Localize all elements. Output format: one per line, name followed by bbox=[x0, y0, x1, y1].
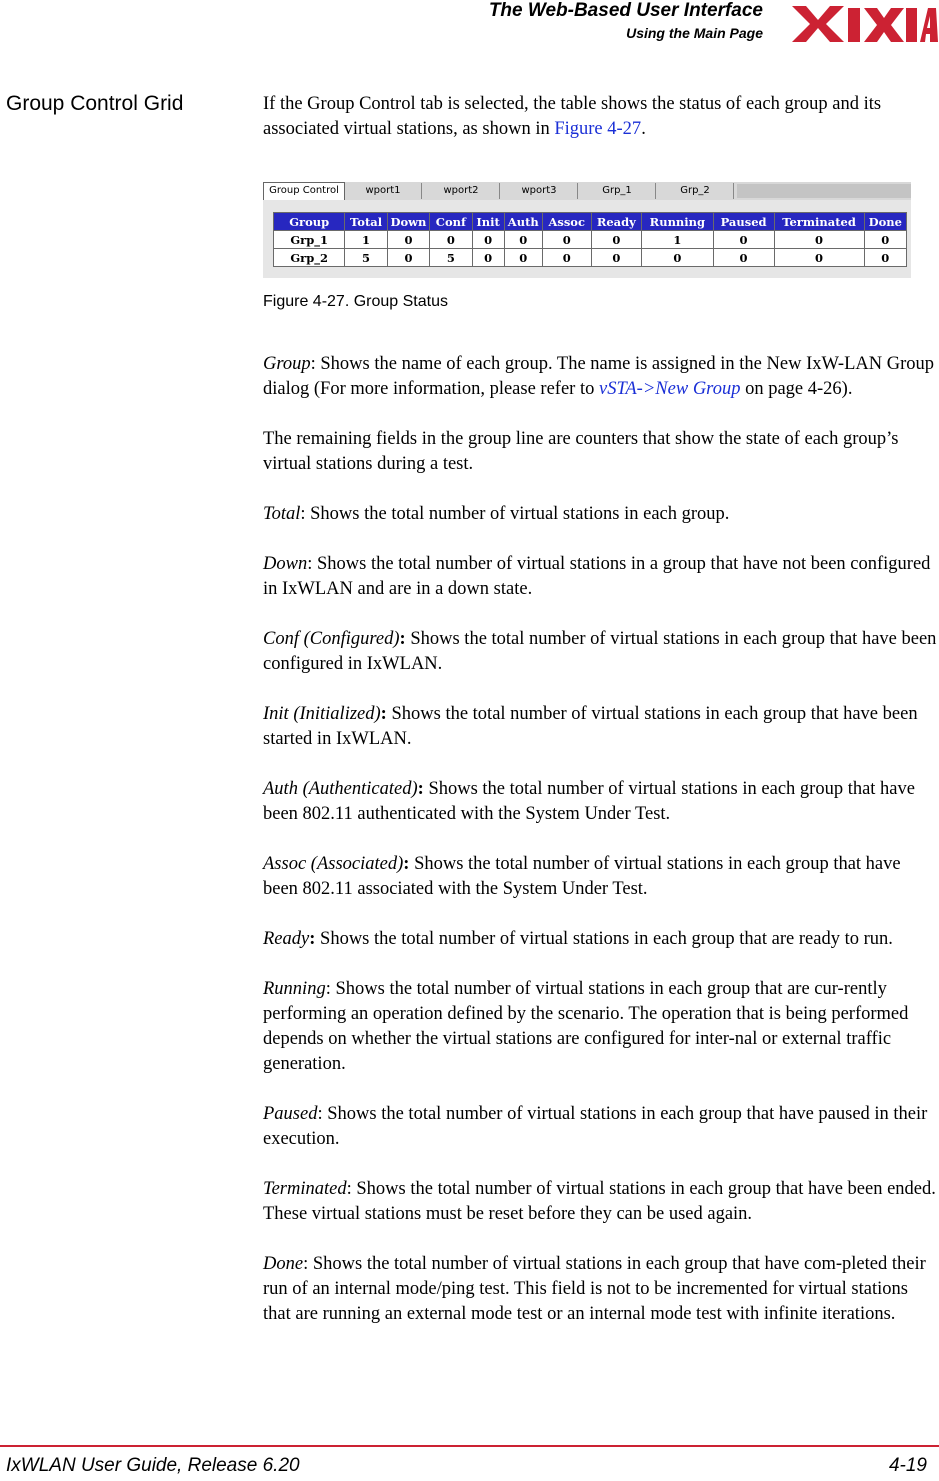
grid-cell: 1 bbox=[642, 231, 713, 249]
col-conf[interactable]: Conf bbox=[430, 213, 472, 231]
term-terminated: Terminated bbox=[263, 1179, 347, 1199]
grid-cell: 0 bbox=[472, 249, 504, 267]
grid-cell: 0 bbox=[430, 231, 472, 249]
col-down[interactable]: Down bbox=[387, 213, 429, 231]
col-assoc[interactable]: Assoc bbox=[542, 213, 591, 231]
def-total-text: : Shows the total number of virtual stations in each group. bbox=[300, 504, 730, 524]
tab-bar-empty-area bbox=[737, 184, 911, 198]
col-running[interactable]: Running bbox=[642, 213, 713, 231]
def-down bbox=[263, 552, 939, 602]
figure-link[interactable]: Figure 4-27 bbox=[554, 119, 642, 139]
grid-cell: 0 bbox=[713, 231, 774, 249]
grid-cell: 0 bbox=[774, 249, 864, 267]
tab-grp-2[interactable]: Grp_2 bbox=[657, 183, 734, 199]
ixia-logo bbox=[786, 2, 938, 46]
col-total[interactable]: Total bbox=[345, 213, 387, 231]
grid-cell: 0 bbox=[387, 249, 429, 267]
logo-x-2 bbox=[864, 8, 904, 42]
col-done[interactable]: Done bbox=[864, 213, 906, 231]
colon-auth: : bbox=[417, 779, 424, 799]
intro-end: . bbox=[641, 119, 646, 139]
def-group-text: : Shows the name of each group. The name is assigned in the New IxW-LAN Group dialog (For more information, please refer to bbox=[263, 354, 934, 399]
def-ready-text: Shows the total number of virtual stations in each group that are ready to run. bbox=[315, 929, 893, 949]
colon-assoc: : bbox=[403, 854, 410, 874]
grid-cell: 5 bbox=[345, 249, 387, 267]
def-ready bbox=[263, 927, 939, 952]
grid-cell: 0 bbox=[864, 231, 906, 249]
group-grid-table bbox=[273, 212, 907, 267]
term-paused: Paused bbox=[263, 1104, 318, 1124]
tab-grp-1[interactable]: Grp_1 bbox=[579, 183, 656, 199]
colon-ready: : bbox=[309, 929, 316, 949]
grid-cell: 0 bbox=[864, 249, 906, 267]
grid-cell: 0 bbox=[713, 249, 774, 267]
grid-cell: Grp_1 bbox=[274, 231, 345, 249]
grid-cell: 1 bbox=[345, 231, 387, 249]
grid-cell: 0 bbox=[642, 249, 713, 267]
grid-cell: 5 bbox=[430, 249, 472, 267]
vsta-new-group-link[interactable]: vSTA->New Group bbox=[598, 379, 741, 399]
term-done: Done bbox=[263, 1254, 304, 1274]
logo-i-1 bbox=[848, 8, 860, 42]
def-terminated-text: : Shows the total number of virtual stations in each group that have been ended. These virtual stations must be reset before they can be used again. bbox=[263, 1179, 936, 1224]
term-assoc: Assoc (Associated) bbox=[263, 854, 404, 874]
col-ready[interactable]: Ready bbox=[591, 213, 642, 231]
def-running bbox=[263, 977, 939, 1077]
col-auth[interactable]: Auth bbox=[504, 213, 542, 231]
logo-x-mark bbox=[792, 6, 844, 42]
intro-paragraph bbox=[263, 92, 939, 167]
group-grid-panel bbox=[263, 200, 911, 278]
def-assoc-text: Shows the total number of virtual stations in each group that have been 802.11 associated with the System Under Test. bbox=[263, 854, 901, 899]
grid-cell: 0 bbox=[504, 231, 542, 249]
figure-caption: Figure 4-27. Group Status bbox=[263, 293, 448, 310]
logo-i-2 bbox=[906, 8, 917, 42]
term-conf: Conf (Configured) bbox=[263, 629, 400, 649]
term-ready: Ready bbox=[263, 929, 310, 949]
logo-a bbox=[920, 8, 938, 42]
term-auth: Auth (Authenticated) bbox=[263, 779, 418, 799]
def-conf-text: Shows the total number of virtual stations in each group that have been configured in IxWLAN. bbox=[263, 629, 937, 674]
def-running-text: : Shows the total number of virtual stations in each group that are cur-rently performing an operation defined by the scenario. The operation that is being performed depends on whether the virtual stations are configured for inter-nal or external traffic generation. bbox=[263, 979, 909, 1074]
table-row[interactable] bbox=[274, 231, 907, 249]
def-group-end: on page 4-26). bbox=[740, 379, 853, 399]
grid-cell: 0 bbox=[472, 231, 504, 249]
term-group: Group bbox=[263, 354, 311, 374]
colon-init: : bbox=[380, 704, 387, 724]
def-auth-text: Shows the total number of virtual stations in each group that have been 802.11 authenticated with the System Under Test. bbox=[263, 779, 915, 824]
figure-tab-bar bbox=[263, 182, 911, 200]
term-running: Running bbox=[263, 979, 326, 999]
header-subtitle: Using the Main Page bbox=[626, 25, 763, 41]
colon-conf: : bbox=[399, 629, 406, 649]
col-init[interactable]: Init bbox=[472, 213, 504, 231]
def-down-text: : Shows the total number of virtual stations in a group that have not been configured in IxWLAN and are in a down state. bbox=[263, 554, 931, 599]
grid-cell: 0 bbox=[542, 231, 591, 249]
def-paused bbox=[263, 1102, 939, 1152]
def-auth bbox=[263, 777, 939, 827]
tab-wport1[interactable]: wport1 bbox=[345, 183, 422, 199]
term-down: Down bbox=[263, 554, 308, 574]
term-init: Init (Initialized) bbox=[263, 704, 381, 724]
tab-group-control[interactable]: Group Control bbox=[263, 182, 345, 201]
grid-cell: 0 bbox=[591, 231, 642, 249]
table-row[interactable] bbox=[274, 249, 907, 267]
footer-page-number: 4-19 bbox=[888, 1455, 927, 1476]
grid-cell: 0 bbox=[542, 249, 591, 267]
grid-cell: 0 bbox=[387, 231, 429, 249]
col-group[interactable]: Group bbox=[274, 213, 345, 231]
grid-cell: 0 bbox=[504, 249, 542, 267]
grid-cell: 0 bbox=[591, 249, 642, 267]
grid-header-row bbox=[274, 213, 907, 231]
def-total bbox=[263, 502, 939, 527]
def-conf bbox=[263, 627, 939, 677]
def-done-text: : Shows the total number of virtual stations in each group that have com-pleted their run of an internal mode/ping test. This field is not to be incremented for virtual stations that are running an external mode test or an internal mode test with infinite iterations. bbox=[263, 1254, 926, 1324]
section-title: Group Control Grid bbox=[6, 92, 184, 115]
intro-text: If the Group Control tab is selected, the table shows the status of each group and its associated virtual stations, as shown in bbox=[263, 94, 882, 139]
group-status-figure bbox=[263, 182, 911, 278]
def-done bbox=[263, 1252, 939, 1327]
def-paused-text: : Shows the total number of virtual stations in each group that have paused in their execution. bbox=[263, 1104, 928, 1149]
grid-cell: Grp_2 bbox=[274, 249, 345, 267]
header-title: The Web-Based User Interface bbox=[488, 0, 763, 21]
tab-wport2[interactable]: wport2 bbox=[423, 183, 500, 199]
footer-rule bbox=[0, 1445, 939, 1447]
col-terminated[interactable]: Terminated bbox=[774, 213, 864, 231]
def-terminated bbox=[263, 1177, 939, 1227]
footer-guide-title: IxWLAN User Guide, Release 6.20 bbox=[6, 1455, 300, 1476]
definitions-body bbox=[263, 352, 939, 1352]
grid-cell: 0 bbox=[774, 231, 864, 249]
def-remaining: The remaining fields in the group line are counters that show the state of each group’s virtual stations during a test. bbox=[263, 429, 899, 474]
term-total: Total bbox=[263, 504, 301, 524]
def-init bbox=[263, 702, 939, 752]
def-init-text: Shows the total number of virtual stations in each group that have been started in IxWLAN. bbox=[263, 704, 918, 749]
tab-wport3[interactable]: wport3 bbox=[501, 183, 578, 199]
def-group bbox=[263, 352, 939, 402]
col-paused[interactable]: Paused bbox=[713, 213, 774, 231]
def-assoc bbox=[263, 852, 939, 902]
